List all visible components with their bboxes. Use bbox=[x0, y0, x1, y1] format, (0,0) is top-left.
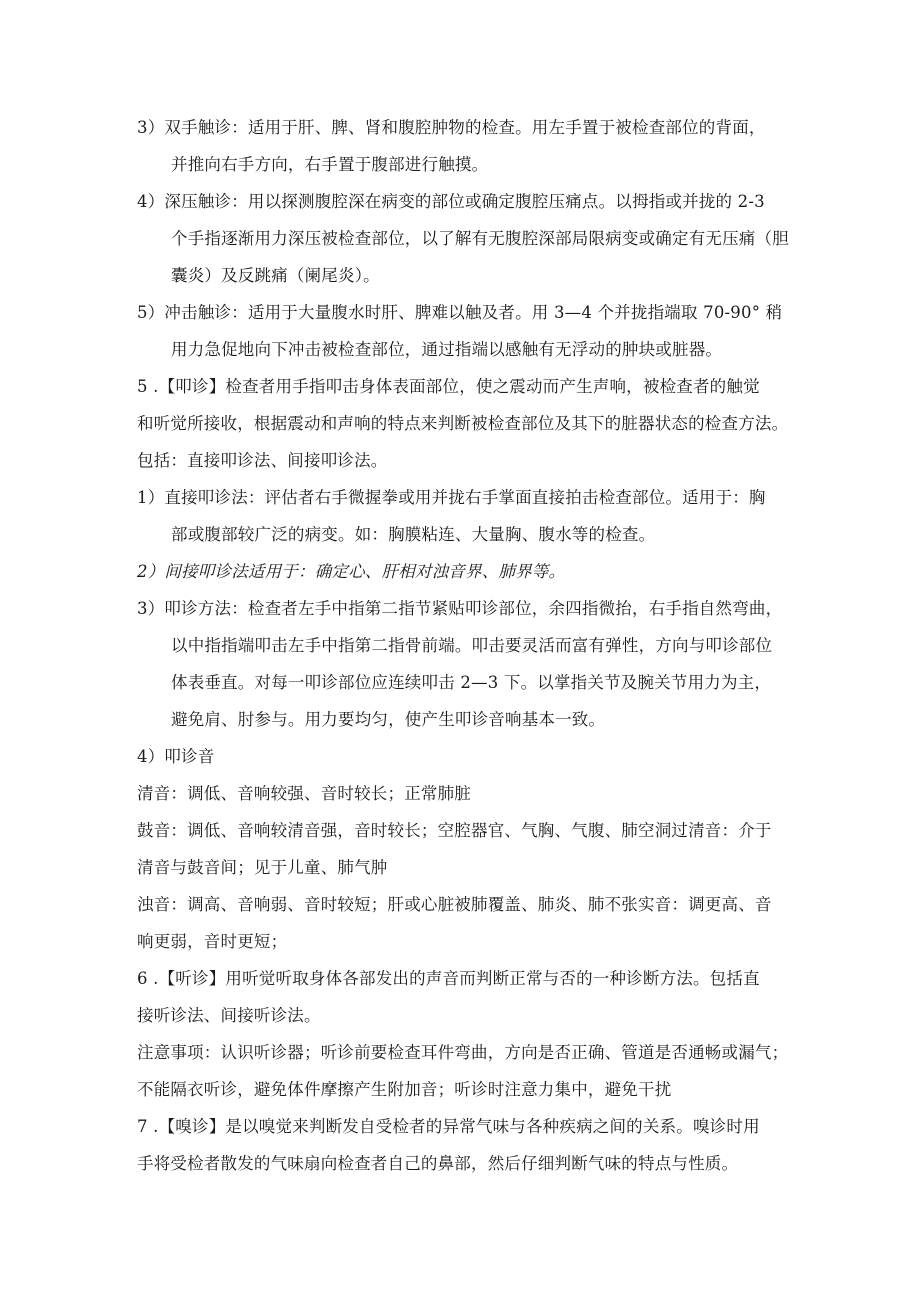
text-line: 3）叩诊方法：检查者左手中指第二指节紧贴叩诊部位，余四指微抬，右手指自然弯曲， bbox=[137, 599, 783, 618]
text-line: 部或腹部较广泛的病变。如：胸膜粘连、大量胸、腹水等的检查。 bbox=[171, 525, 656, 544]
section-heading-olfaction: 7 .【嗅诊】是以嗅觉来判断发自受检者的异常气味与各种疾病之间的关系。嗅诊时用 bbox=[137, 1117, 760, 1136]
text-line: 避免肩、肘参与。用力要均匀，使产生叩诊音响基本一致。 bbox=[171, 710, 606, 729]
text-line: 个手指逐渐用力深压被检查部位，以了解有无腹腔深部局限病变或确定有无压痛（胆 bbox=[171, 229, 789, 248]
text-line: 以中指指端叩击左手中指第二指骨前端。叩击要灵活而富有弹性，方向与叩诊部位 bbox=[171, 636, 773, 655]
text-line: 和听觉所接收，根据震动和声响的特点来判断被检查部位及其下的脏器状态的检查方法。 bbox=[137, 414, 789, 433]
section-heading-percussion: 5 .【叩诊】检查者用手指叩击身体表面部位，使之震动而产生声响，被检查者的触觉 bbox=[137, 377, 760, 396]
text-line: 包括：直接叩诊法、间接叩诊法。 bbox=[137, 451, 388, 470]
text-line: 4）叩诊音 bbox=[137, 747, 215, 766]
text-line: 鼓音：调低、音响较清音强，音时较长；空腔器官、气胸、气腹、肺空洞过清音：介于 bbox=[137, 821, 772, 840]
text-line: 4）深压触诊：用以探测腹腔深在病变的部位或确定腹腔压痛点。以拇指或并拢的 2-3 bbox=[137, 192, 765, 211]
text-line: 1）直接叩诊法：评估者右手微握拳或用并拢右手掌面直接拍击检查部位。适用于：胸 bbox=[137, 488, 766, 507]
text-line: 2）间接叩诊法适用于：确定心、肝相对浊音界、肺界等。 bbox=[137, 562, 566, 581]
text-line: 不能隔衣听诊，避免体件摩擦产生附加音；听诊时注意力集中，避免干扰 bbox=[137, 1080, 672, 1099]
text-line: 5）冲击触诊：适用于大量腹水时肝、脾难以触及者。用 3—4 个并拢指端取 70-90° 稍 bbox=[137, 303, 783, 322]
section-heading-auscultation: 6 .【听诊】用听觉听取身体各部发出的声音而判断正常与否的一种诊断方法。包括直 bbox=[137, 969, 760, 988]
text-line: 3）双手触诊：适用于肝、脾、肾和腹腔肿物的检查。用左手置于被检查部位的背面， bbox=[137, 118, 766, 137]
text-line: 并推向右手方向，右手置于腹部进行触摸。 bbox=[171, 155, 489, 174]
text-line: 手将受检者散发的气味扇向检查者自己的鼻部，然后仔细判断气味的特点与性质。 bbox=[137, 1154, 739, 1173]
text-line: 浊音：调高、音响弱、音时较短；肝或心脏被肺覆盖、肺炎、肺不张实音：调更高、音 bbox=[137, 895, 772, 914]
text-line: 用力急促地向下冲击被检查部位，通过指端以感触有无浮动的肿块或脏器。 bbox=[171, 340, 723, 359]
text-line: 囊炎）及反跳痛（阑尾炎）。 bbox=[171, 266, 380, 285]
text-line: 清音与鼓音间；见于儿童、肺气肿 bbox=[137, 858, 388, 877]
text-line: 接听诊法、间接听诊法。 bbox=[137, 1006, 321, 1025]
text-line: 响更弱，音时更短； bbox=[137, 932, 288, 951]
text-line: 注意事项：认识听诊器；听诊前要检查耳件弯曲，方向是否正确、管道是否通畅或漏气； bbox=[137, 1043, 789, 1062]
text-line: 清音：调低、音响较强、音时较长；正常肺脏 bbox=[137, 784, 471, 803]
text-line: 体表垂直。对每一叩诊部位应连续叩击 2—3 下。以掌指关节及腕关节用力为主， bbox=[171, 673, 772, 692]
